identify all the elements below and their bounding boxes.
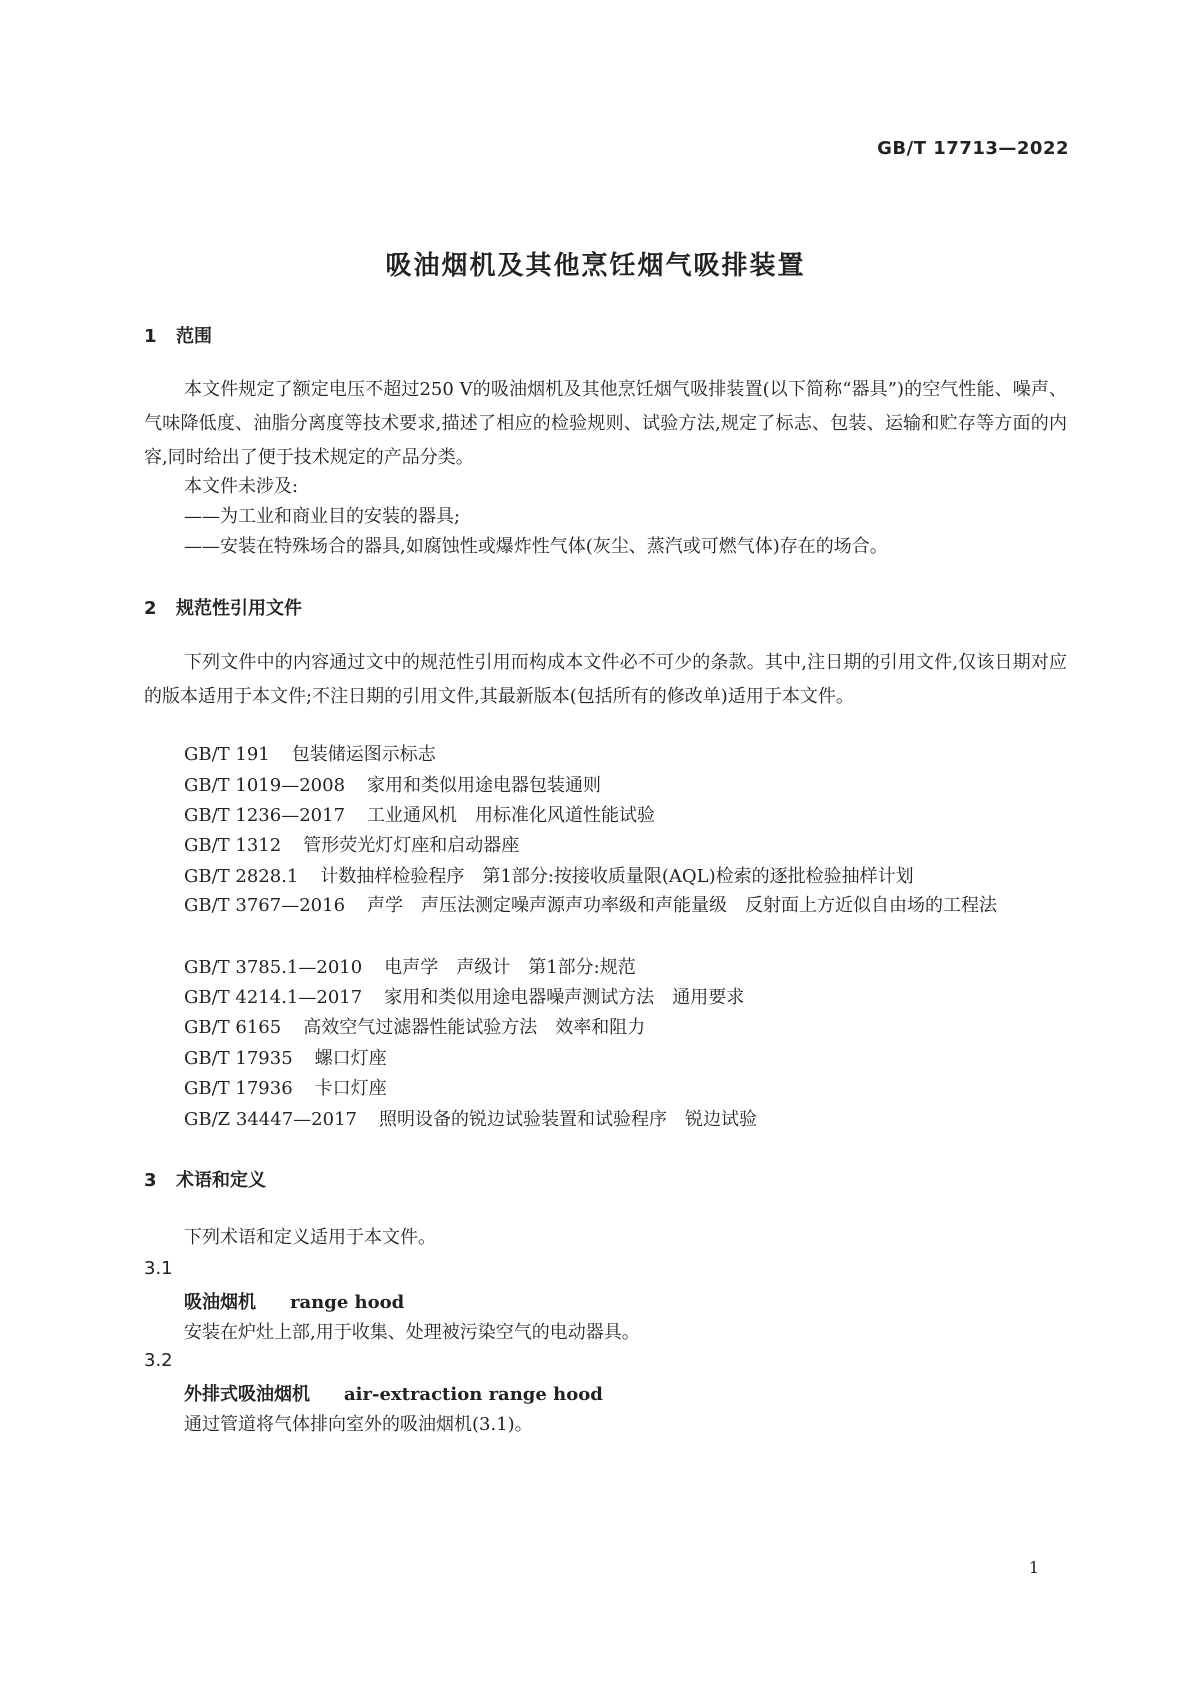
reference-code: GB/T 1312: [184, 835, 282, 856]
section-title: 术语和定义: [176, 1170, 266, 1191]
reference-code: GB/T 1236—2017: [184, 805, 346, 826]
standard-number: GB/T 17713—2022: [877, 138, 1069, 159]
term-english: air-extraction range hood: [344, 1384, 603, 1405]
reference-item: [184, 1046, 387, 1072]
reference-code: GB/T 4214.1—2017: [184, 987, 363, 1008]
reference-code: GB/T 3785.1—2010: [184, 957, 363, 978]
term-english: range hood: [290, 1292, 405, 1313]
reference-item: [184, 833, 519, 859]
reference-title: 家用和类似用途电器包装通则: [367, 775, 602, 796]
section-3-heading: [144, 1166, 266, 1192]
list-item: ——为工业和商业目的安装的器具;: [184, 506, 461, 527]
reference-title: 声学 声压法测定噪声源声功率级和声能量级 反射面上方近似自由场的工程法: [367, 895, 998, 916]
reference-title: 工业通风机 用标准化风道性能试验: [367, 805, 656, 826]
reference-code: GB/T 1019—2008: [184, 775, 346, 796]
section-2-heading: [144, 594, 302, 620]
section-number: 2: [144, 598, 157, 619]
reference-item: [184, 742, 436, 768]
reference-code: GB/T 191: [184, 744, 270, 765]
page-number: 1: [1028, 1558, 1039, 1577]
term-number: 3.2: [144, 1350, 173, 1371]
reference-title: 照明设备的锐边试验装置和试验程序 锐边试验: [378, 1109, 757, 1130]
reference-item: [184, 1015, 645, 1041]
section-title: 范围: [176, 326, 212, 347]
reference-code: GB/T 17936: [184, 1078, 293, 1099]
terms-intro: 下列术语和定义适用于本文件。: [184, 1227, 436, 1248]
list-item: ——安装在特殊场合的器具,如腐蚀性或爆炸性气体(灰尘、蒸汽或可燃气体)存在的场合。: [184, 536, 888, 557]
term-number: 3.1: [144, 1258, 173, 1279]
reference-title: 螺口灯座: [314, 1048, 387, 1069]
reference-item: [144, 889, 1067, 923]
reference-item: [184, 1076, 387, 1102]
reference-item: [184, 864, 914, 890]
not-covered-label: 本文件未涉及:: [184, 476, 299, 497]
reference-title: 卡口灯座: [314, 1078, 387, 1099]
reference-code: GB/T 2828.1: [184, 866, 299, 887]
document-title: 吸油烟机及其他烹饪烟气吸排装置: [385, 251, 806, 281]
reference-title: 家用和类似用途电器噪声测试方法 通用要求: [384, 987, 745, 1008]
reference-code: GB/T 3767—2016: [184, 895, 346, 916]
term-chinese: 吸油烟机: [184, 1292, 256, 1313]
section-number: 3: [144, 1170, 157, 1191]
term-definition: 通过管道将气体排向室外的吸油烟机(3.1)。: [184, 1414, 533, 1435]
reference-item: [184, 773, 601, 799]
references-intro: 下列文件中的内容通过文中的规范性引用而构成本文件必不可少的条款。其中,注日期的引用文件,仅该日期对应的版本适用于本文件;不注日期的引用文件,其最新版本(包括所有的修改单)适用于本文件。: [144, 652, 1067, 707]
term-definition: 安装在炉灶上部,用于收集、处理被污染空气的电动器具。: [184, 1322, 640, 1343]
reference-item: [184, 985, 744, 1011]
term-entry: [184, 1288, 404, 1314]
reference-title: 电声学 声级计 第1部分:规范: [384, 957, 636, 978]
section-1-heading: [144, 322, 212, 348]
section-title: 规范性引用文件: [176, 598, 302, 619]
reference-item: [184, 803, 655, 829]
term-entry: [184, 1380, 603, 1406]
reference-code: GB/T 6165: [184, 1017, 282, 1038]
reference-code: GB/Z 34447—2017: [184, 1109, 357, 1130]
reference-title: 计数抽样检验程序 第1部分:按接收质量限(AQL)检索的逐批检验抽样计划: [320, 866, 914, 887]
reference-title: 高效空气过滤器性能试验方法 效率和阻力: [303, 1017, 646, 1038]
term-chinese: 外排式吸油烟机: [184, 1384, 310, 1405]
scope-paragraph: 本文件规定了额定电压不超过250 V的吸油烟机及其他烹饪烟气吸排装置(以下简称“器具”)的空气性能、噪声、气味降低度、油脂分离度等技术要求,描述了相应的检验规则、试验方法,规定了标志、包装、运输和贮存等方面的内容,同时给出了便于技术规定的产品分类。: [144, 379, 1067, 468]
section-number: 1: [144, 326, 157, 347]
reference-title: 管形荧光灯灯座和启动器座: [303, 835, 520, 856]
reference-code: GB/T 17935: [184, 1048, 293, 1069]
reference-item: [184, 1107, 757, 1133]
reference-title: 包装储运图示标志: [291, 744, 436, 765]
reference-item: [184, 955, 636, 981]
